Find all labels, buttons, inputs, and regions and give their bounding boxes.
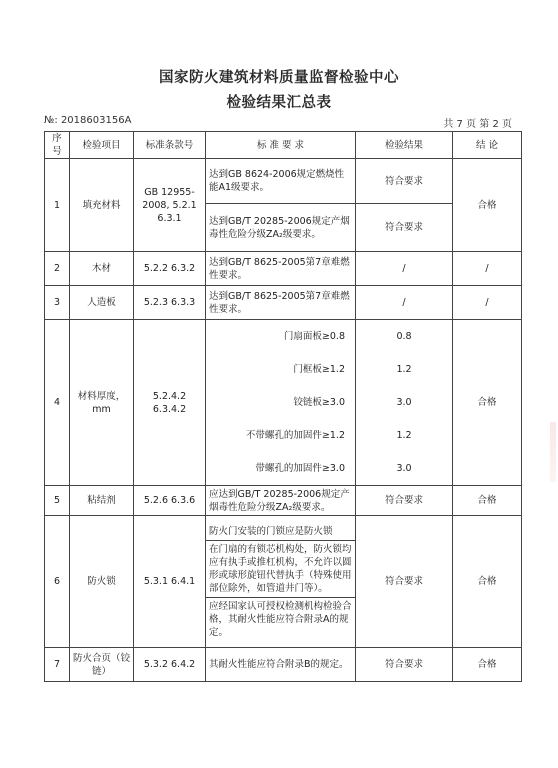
row-result: 1.2 [356,419,453,452]
table-row [45,320,522,353]
table-row [45,516,522,648]
row-number: 7 [45,648,70,682]
row-result: 符合要求 [356,486,453,516]
requirement-paragraph: 防火门安装的门锁应是防火锁 [206,523,355,541]
col-header-clause: 标准条款号 [134,132,206,159]
table-row [45,252,522,286]
row-conclusion: / [453,286,522,320]
col-header-item: 检验项目 [70,132,134,159]
row-result: 3.0 [356,386,453,419]
col-header-requirement: 标 准 要 求 [206,132,356,159]
row-item: 材料厚度，mm [70,320,134,486]
row-result: 符合要求 [356,516,453,648]
requirement-paragraph: 在门扇的有锁芯机构处，防火锁均应有执手或推杠机构，不允许以圆形或球形旋钮代替执手（特殊使用部位除外，如管道井门等）。 [206,541,355,598]
row-requirement: 达到GB/T 20285-2006规定产烟毒性危险分级ZA₂级要求。 [206,204,356,252]
row-number: 5 [45,486,70,516]
row-conclusion: 合格 [453,648,522,682]
row-item: 防火锁 [70,516,134,648]
row-requirement: 带螺孔的加固件≥3.0 [206,452,356,486]
row-result: 符合要求 [356,648,453,682]
table-row [45,159,522,204]
row-result: 1.2 [356,353,453,386]
row-number: 4 [45,320,70,486]
row-result: 0.8 [356,320,453,353]
row-requirement: 其耐火性能应符合附录B的规定。 [206,648,356,682]
row-result: 符合要求 [356,204,453,252]
document-title: 国家防火建筑材料质量监督检验中心 [159,70,399,86]
row-clause: 5.2.4.2 6.3.4.2 [134,320,206,486]
table-row [45,486,522,516]
row-clause: 5.2.6 6.3.6 [134,486,206,516]
row-conclusion: 合格 [453,486,522,516]
row-clause: 5.2.2 6.3.2 [134,252,206,286]
row-requirement [206,516,356,648]
row-requirement: 达到GB 8624-2006规定燃烧性能A1级要求。 [206,159,356,204]
requirement-paragraph: 应经国家认可授权检测机构检验合格，其耐火性能应符合附录A的规定。 [209,600,352,638]
row-conclusion: 合格 [453,320,522,486]
row-clause: 5.3.2 6.4.2 [134,648,206,682]
table-row [45,648,522,682]
row-clause: GB 12955-2008, 5.2.1 6.3.1 [134,159,206,252]
row-number: 6 [45,516,70,648]
row-requirement: 门扇面板≥0.8 [206,320,356,353]
row-conclusion: / [453,252,522,286]
document-number: №: 2018603156A [44,115,132,126]
page-info: 共 7 页 第 2 页 [443,119,512,130]
row-result: / [356,286,453,320]
row-result: 符合要求 [356,159,453,204]
stamp-edge-mark [550,422,556,482]
row-requirement: 达到GB/T 8625-2005第7章难燃性要求。 [206,252,356,286]
row-number: 2 [45,252,70,286]
row-number: 3 [45,286,70,320]
table-row [45,286,522,320]
row-item: 填充材料 [70,159,134,252]
document-subtitle: 检验结果汇总表 [226,95,332,111]
row-conclusion: 合格 [453,159,522,252]
row-requirement: 门框板≥1.2 [206,353,356,386]
row-conclusion: 合格 [453,516,522,648]
row-item: 防火合页（铰链） [70,648,134,682]
row-requirement: 铰链板≥3.0 [206,386,356,419]
row-requirement: 不带螺孔的加固件≥1.2 [206,419,356,452]
row-requirement: 应达到GB/T 20285-2006规定产烟毒性危险分级ZA₂级要求。 [206,486,356,516]
row-requirement: 达到GB/T 8625-2005第7章难燃性要求。 [206,286,356,320]
row-clause: 5.3.1 6.4.1 [134,516,206,648]
table-header-row [45,132,522,159]
row-result: 3.0 [356,452,453,486]
col-header-no: 序号 [45,132,70,159]
row-item: 粘结剂 [70,486,134,516]
row-result: / [356,252,453,286]
col-header-result: 检验结果 [356,132,453,159]
results-table [44,131,522,682]
row-item: 人造板 [70,286,134,320]
col-header-conclusion: 结 论 [453,132,522,159]
row-number: 1 [45,159,70,252]
row-item: 木材 [70,252,134,286]
row-clause: 5.2.3 6.3.3 [134,286,206,320]
